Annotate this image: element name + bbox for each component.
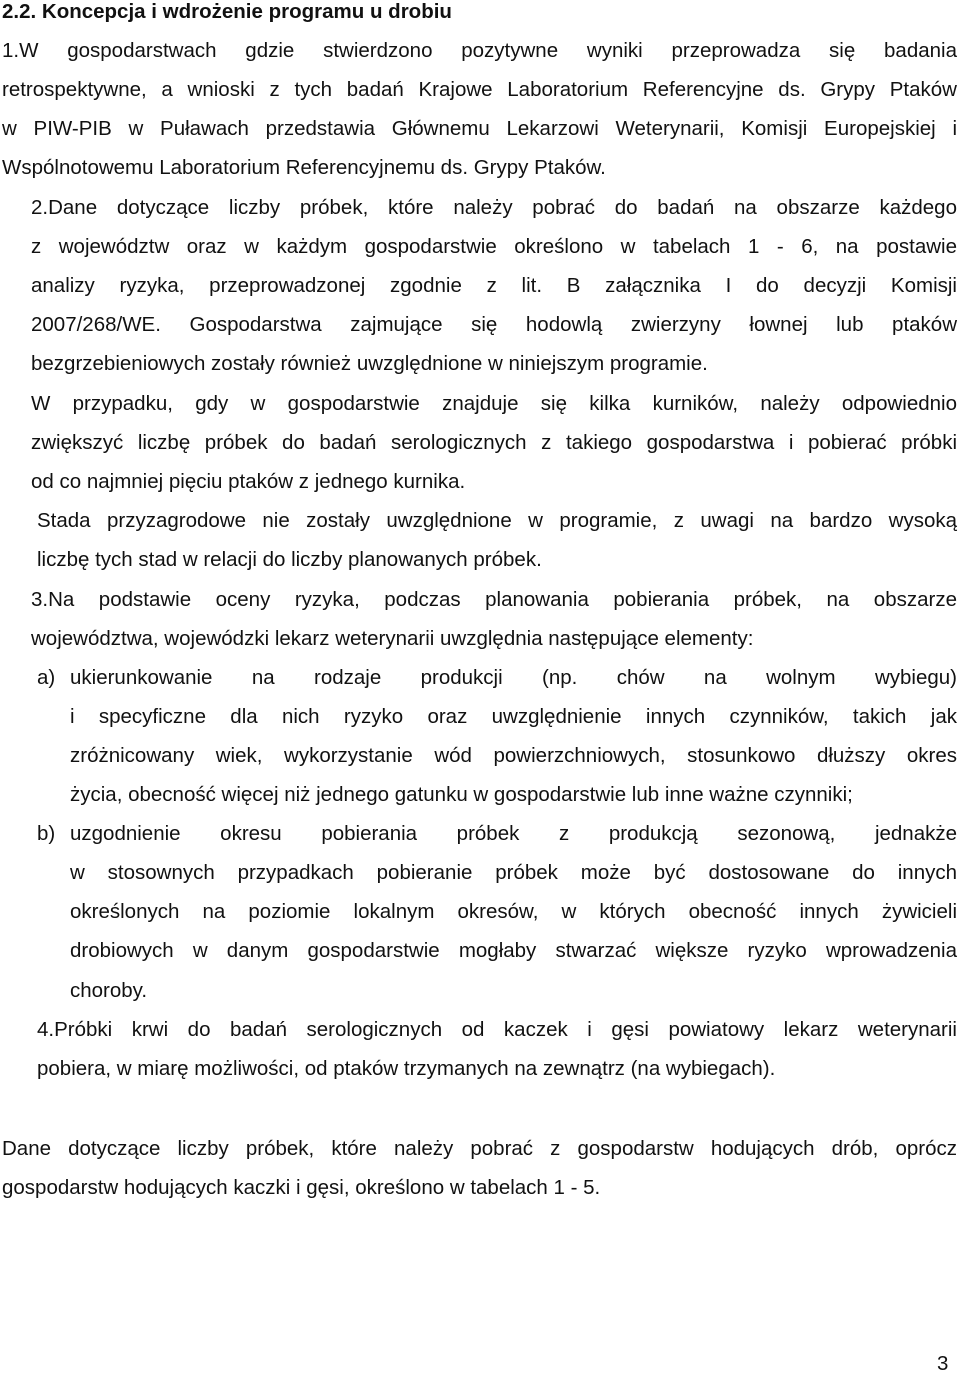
list-marker-b: b): [37, 822, 56, 845]
p2-line-5: bezgrzebieniowych zostały również uwzględnione w niniejszym programie.: [31, 352, 708, 375]
p3-line-1: W przypadku, gdy w gospodarstwie znajduje się kilka kurników, należy odpowiednio: [31, 392, 957, 415]
p6-line-2: pobiera, w miarę możliwości, od ptaków trzymanych na zewnątrz (na wybiegach).: [37, 1057, 776, 1080]
p2-line-4: 2007/268/WE. Gospodarstwa zajmujące się hodowlą zwierzyny łownej lub ptaków: [31, 313, 957, 336]
p1-line-3: w PIW-PIB w Puławach przedstawia Głównemu Lekarzowi Weterynarii, Komisji Europejskiej i: [2, 117, 957, 140]
p3-line-2: zwiększyć liczbę próbek do badań serologicznych z takiego gospodarstwa i pobierać próbki: [31, 431, 957, 454]
p5-line-1: 3.Na podstawie oceny ryzyka, podczas planowania pobierania próbek, na obszarze: [31, 588, 957, 611]
p1-line-2: retrospektywne, a wnioski z tych badań Krajowe Laboratorium Referencyjne ds. Grypy Ptaków: [2, 78, 957, 101]
p5-line-2: województwa, wojewódzki lekarz weterynarii uwzględnia następujące elementy:: [31, 627, 754, 650]
item-b-line-3: określonych na poziomie lokalnym okresów, w których obecność innych żywicieli: [70, 900, 957, 923]
item-a-line-1: ukierunkowanie na rodzaje produkcji (np. chów na wolnym wybiegu): [70, 666, 957, 689]
p4-line-2: liczbę tych stad w relacji do liczby planowanych próbek.: [37, 548, 542, 571]
section-heading: 2.2. Koncepcja i wdrożenie programu u drobiu: [2, 0, 452, 23]
item-b-line-2: w stosownych przypadkach pobieranie próbek może być dostosowane do innych: [70, 861, 957, 884]
page-number: 3: [937, 1352, 949, 1375]
item-a-line-4: życia, obecność więcej niż jednego gatunku w gospodarstwie lub inne ważne czynniki;: [70, 783, 853, 806]
p7-line-2: gospodarstw hodujących kaczki i gęsi, określono w tabelach 1 - 5.: [2, 1176, 601, 1199]
item-b-line-1: uzgodnienie okresu pobierania próbek z produkcją sezonową, jednakże: [70, 822, 957, 845]
item-a-line-2: i specyficzne dla nich ryzyko oraz uwzględnienie innych czynników, takich jak: [70, 705, 957, 728]
item-a-line-3: zróżnicowany wiek, wykorzystanie wód powierzchniowych, stosunkowo dłuższy okres: [70, 744, 957, 767]
p2-line-2: z województw oraz w każdym gospodarstwie określono w tabelach 1 - 6, na postawie: [31, 235, 957, 258]
item-b-line-4: drobiowych w danym gospodarstwie mogłaby stwarzać większe ryzyko wprowadzenia: [70, 939, 957, 962]
p7-line-1: Dane dotyczące liczby próbek, które należy pobrać z gospodarstw hodujących drób, oprócz: [2, 1137, 957, 1160]
p2-line-3: analizy ryzyka, przeprowadzonej zgodnie z lit. B załącznika I do decyzji Komisji: [31, 274, 957, 297]
p4-line-1: Stada przyzagrodowe nie zostały uwzględnione w programie, z uwagi na bardzo wysoką: [37, 509, 957, 532]
p3-line-3: od co najmniej pięciu ptaków z jednego kurnika.: [31, 470, 466, 493]
item-b-line-5: choroby.: [70, 979, 148, 1002]
p1-line-1: 1.W gospodarstwach gdzie stwierdzono pozytywne wyniki przeprowadza się badania: [2, 39, 957, 62]
p1-line-4: Wspólnotowemu Laboratorium Referencyjnemu ds. Grypy Ptaków.: [2, 156, 606, 179]
list-marker-a: a): [37, 666, 56, 689]
p6-line-1: 4.Próbki krwi do badań serologicznych od kaczek i gęsi powiatowy lekarz weterynarii: [37, 1018, 957, 1041]
p2-line-1: 2.Dane dotyczące liczby próbek, które należy pobrać do badań na obszarze każdego: [31, 196, 957, 219]
